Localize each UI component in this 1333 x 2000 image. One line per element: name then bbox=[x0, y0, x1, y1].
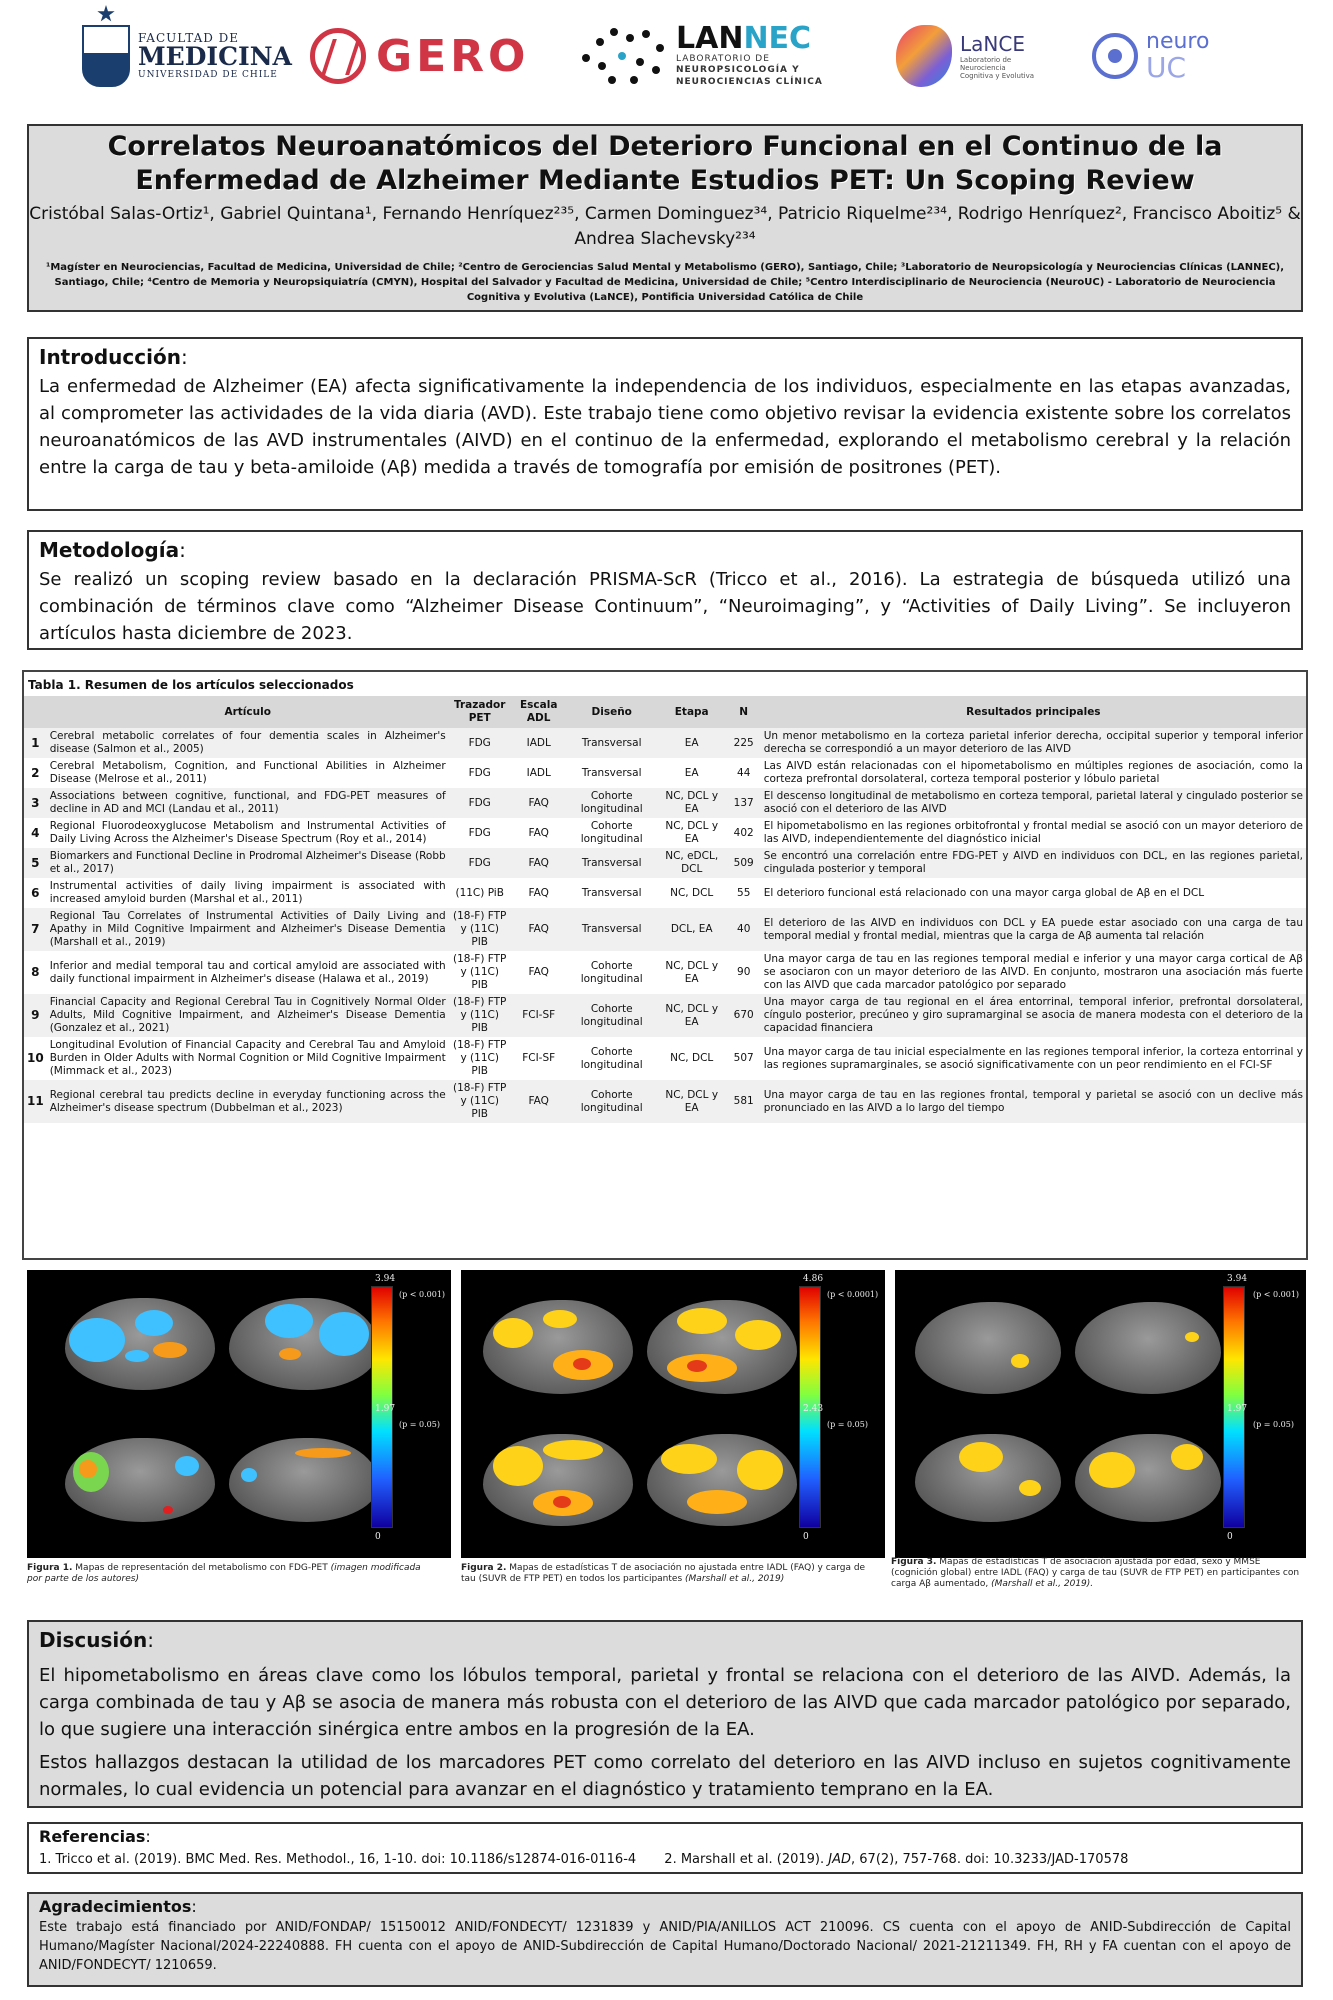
table-cell: Cohorte longitudinal bbox=[567, 1080, 657, 1123]
table-cell: NC, DCL y EA bbox=[657, 1080, 727, 1123]
table-cell: FCI-SF bbox=[511, 994, 567, 1037]
logo-bar bbox=[0, 0, 1333, 112]
table-cell: Transversal bbox=[567, 878, 657, 908]
table-cell: Una mayor carga de tau en las regiones frontal, temporal y parietal se asoció con un declive más pronunciado en las AIVD a lo largo del tiempo bbox=[761, 1080, 1306, 1123]
colorbar-max: 4.86 bbox=[803, 1274, 824, 1284]
table-row bbox=[24, 1080, 1306, 1123]
table-cell: Regional Fluorodeoxyglucose Metabolism and Instrumental Activities of Daily Living Across the Alzheimer's Disease Spectrum (Roy et al., 2014) bbox=[47, 818, 449, 848]
lance-name: LaNCE bbox=[960, 32, 1025, 56]
table-cell: FAQ bbox=[511, 878, 567, 908]
poster-title: Correlatos Neuroanatómicos del Deterioro Funcional en el Continuo de la Enfermedad de Alzheimer Mediante Estudios PET: Un Scoping Review bbox=[107, 131, 1223, 196]
table-cell: 4 bbox=[24, 818, 47, 848]
table-cell: 507 bbox=[727, 1037, 761, 1080]
table-header: Trazador PET bbox=[449, 696, 511, 728]
brain-lateral-left bbox=[65, 1298, 215, 1390]
table-cell: Transversal bbox=[567, 908, 657, 951]
table-cell: El hipometabolismo en las regiones orbitofrontal y frontal medial se asoció con un mayor deterioro de las AIVD, independientemente del diagnóstico inicial bbox=[761, 818, 1306, 848]
table-cell: Longitudinal Evolution of Financial Capacity and Cerebral Tau and Amyloid Burden in Older Adults with Normal Cognition or Mild Cognitive Impairment (Mimmack et al., 2023) bbox=[47, 1037, 449, 1080]
poster-header bbox=[27, 124, 1303, 312]
table-cell: IADL bbox=[511, 728, 567, 758]
table-header: Escala ADL bbox=[511, 696, 567, 728]
lannec-sub2: NEUROPSICOLOGÍA Y bbox=[676, 65, 800, 76]
table-cell: IADL bbox=[511, 758, 567, 788]
table-cell: Financial Capacity and Regional Cerebral Tau in Cognitively Normal Older Adults, Mild Cognitive Impairment, and Alzheimer's Disease Dementia (Gonzalez et al., 2021) bbox=[47, 994, 449, 1037]
table-cell: Transversal bbox=[567, 728, 657, 758]
table-cell: 55 bbox=[727, 878, 761, 908]
figure-1-caption: Figura 1. Mapas de representación del metabolismo con FDG-PET (imagen modificada por parte de los autores) bbox=[27, 1563, 421, 1584]
table-cell: Una mayor carga de tau regional en el área entorrinal, temporal inferior, prefrontal dorsolateral, cíngulo posterior, precúneo y giro supramarginal se asocia de manera modesta con el deterioro de la capacidad financiera bbox=[761, 994, 1306, 1037]
table-cell: NC, DCL y EA bbox=[657, 994, 727, 1037]
colorbar-mid: 1.97 bbox=[1227, 1404, 1248, 1414]
table-cell: 1 bbox=[24, 728, 47, 758]
table-cell: FAQ bbox=[511, 818, 567, 848]
method-section bbox=[27, 530, 1303, 650]
table-cell: Una mayor carga de tau inicial especialmente en las regiones temporal inferior, la corteza entorrinal y las regiones supramarginales, se asoció significativamente con un peor rendimiento en el FCI-SF bbox=[761, 1037, 1306, 1080]
discussion-p2: Estos hallazgos destacan la utilidad de los marcadores PET como correlato del deterioro en las AIVD incluso en sujetos cognitivamente normales, lo cual evidencia un potencial para avanzar en el diagnóstico y tratamiento temprano en la EA. bbox=[39, 1752, 1291, 1800]
table-cell: (11C) PiB bbox=[449, 878, 511, 908]
lannec-name-2: NEC bbox=[743, 21, 812, 57]
table-cell: NC, DCL bbox=[657, 878, 727, 908]
references-section bbox=[27, 1822, 1303, 1874]
table-cell: FDG bbox=[449, 788, 511, 818]
table-cell: 3 bbox=[24, 788, 47, 818]
table-header: Artículo bbox=[47, 696, 449, 728]
brain-medial-left bbox=[483, 1434, 633, 1526]
reference-1: 1. Tricco et al. (2019). BMC Med. Res. Methodol., 16, 1-10. doi: 10.1186/s12874-016-0116-4 bbox=[39, 1852, 637, 1867]
colorbar-max: 3.94 bbox=[375, 1274, 396, 1284]
table-row bbox=[24, 878, 1306, 908]
table-cell: Cohorte longitudinal bbox=[567, 951, 657, 994]
intro-body: La enfermedad de Alzheimer (EA) afecta significativamente la independencia de los individuos, especialmente en las etapas avanzadas, al comprometer las actividades de la vida diaria (AVD). Este trabajo tiene como objetivo revisar la evidencia existente sobre los correlatos neuroanatómicos de las AVD instrumentales (AIVD) en el continuo de la enfermedad, explorando el metabolismo cerebral y la relación entre la carga de tau y beta-amiloide (Aβ) medida a través de tomografía por emisión de positrones (PET). bbox=[39, 376, 1291, 478]
brain-lateral-right bbox=[229, 1298, 379, 1390]
table-cell: 137 bbox=[727, 788, 761, 818]
acknowledgements-title: Agradecimientos: bbox=[39, 1897, 197, 1916]
table-cell: 90 bbox=[727, 951, 761, 994]
table-cell: 225 bbox=[727, 728, 761, 758]
table-cell: El deterioro funcional está relacionado con una mayor carga global de Aβ en el DCL bbox=[761, 878, 1306, 908]
figure-3-caption: Figura 3. Mapas de estadísticas T de asociación ajustada por edad, sexo y MMSE (cognición global) entre IADL (FAQ) y carga de tau (SUVR de FTP PET) en participantes con carga Aβ aumentado, (Marshall et al., 2019). bbox=[891, 1557, 1300, 1589]
table-cell: 44 bbox=[727, 758, 761, 788]
lance-head-icon bbox=[896, 25, 952, 87]
table-cell: 7 bbox=[24, 908, 47, 951]
table-cell: EA bbox=[657, 728, 727, 758]
table-cell: Una mayor carga de tau en las regiones temporal medial e inferior y una mayor carga cortical de Aβ se asociaron con un mayor deterioro de las AIVD. En conjunto, mostraron una asociación más fuerte con las AIVD que cada marcador patológico por separado bbox=[761, 951, 1306, 994]
table-cell: Inferior and medial temporal tau and cortical amyloid are associated with daily functional impairment in Alzheimer's disease (Halawa et al., 2019) bbox=[47, 951, 449, 994]
table-header: N bbox=[727, 696, 761, 728]
unichile-line1: FACULTAD DE bbox=[138, 30, 240, 45]
table-row bbox=[24, 1037, 1306, 1080]
colorbar-mid: 2.43 bbox=[803, 1404, 824, 1414]
table-cell: El descenso longitudinal de metabolismo en corteza temporal, parietal lateral y cingulado posterior se asoció con el deterioro de las AIVD bbox=[761, 788, 1306, 818]
colorbar-min: 0 bbox=[375, 1532, 381, 1542]
unichile-line2: MEDICINA bbox=[138, 42, 292, 72]
table-cell: Associations between cognitive, functional, and FDG-PET measures of decline in AD and MCI (Landau et al., 2011) bbox=[47, 788, 449, 818]
table-cell: Cohorte longitudinal bbox=[567, 818, 657, 848]
table-cell: 10 bbox=[24, 1037, 47, 1080]
brain-lateral-right bbox=[1075, 1302, 1221, 1394]
colorbar-min: 0 bbox=[1227, 1532, 1233, 1542]
results-table-panel bbox=[22, 670, 1308, 1260]
table-cell: FAQ bbox=[511, 908, 567, 951]
brain-medial-left bbox=[65, 1438, 215, 1522]
figure-1-panel bbox=[27, 1270, 451, 1558]
table-cell: FAQ bbox=[511, 788, 567, 818]
table-row bbox=[24, 758, 1306, 788]
lance-sub: Laboratorio de Neurociencia Cognitiva y Evolutiva bbox=[960, 56, 1035, 80]
network-icon bbox=[578, 24, 670, 88]
table-cell: Regional cerebral tau predicts decline in everyday functioning across the Alzheimer's disease spectrum (Dubbelman et al., 2023) bbox=[47, 1080, 449, 1123]
table-cell: NC, eDCL, DCL bbox=[657, 848, 727, 878]
table-cell: (18-F) FTP y (11C) PIB bbox=[449, 994, 511, 1037]
reference-2: 2. Marshall et al. (2019). JAD, 67(2), 757-768. doi: 10.3233/JAD-170578 bbox=[664, 1852, 1129, 1867]
figure-3-panel bbox=[895, 1270, 1306, 1558]
intro-section bbox=[27, 337, 1303, 511]
table-cell: FDG bbox=[449, 818, 511, 848]
unichile-line3: UNIVERSIDAD DE CHILE bbox=[138, 69, 278, 80]
table-cell: (18-F) FTP y (11C) PIB bbox=[449, 951, 511, 994]
table-header: Diseño bbox=[567, 696, 657, 728]
neurouc-line1: neuro bbox=[1146, 28, 1210, 54]
p-threshold-top: (p < 0.001) bbox=[1253, 1290, 1300, 1299]
discussion-p1: El hipometabolismo en áreas clave como los lóbulos temporal, parietal y frontal se relaciona con el deterioro de las AIVD. Además, la carga combinada de tau y Aβ se asocia de manera más robusta con el deterioro de las AIVD que cada marcador patológico por separado, lo que sugiere una interacción sinérgica entre ambos en la progresión de la EA. bbox=[39, 1665, 1291, 1740]
table-row bbox=[24, 994, 1306, 1037]
table-cell: NC, DCL bbox=[657, 1037, 727, 1080]
neurouc-logo bbox=[1092, 0, 1209, 112]
brain-medial-right bbox=[229, 1438, 379, 1522]
p-threshold-mid: (p = 0.05) bbox=[1253, 1420, 1294, 1429]
table-cell: Biomarkers and Functional Decline in Prodromal Alzheimer's Disease (Robb et al., 2017) bbox=[47, 848, 449, 878]
table-cell: 8 bbox=[24, 951, 47, 994]
lannec-logo bbox=[578, 0, 823, 112]
gero-name: GERO bbox=[376, 30, 530, 82]
acknowledgements-body: Este trabajo está financiado por ANID/FONDAP/ 15150012 ANID/FONDECYT/ 1231839 y ANID/PIA/ANILLOS ACT 210096. CS cuenta con el apoyo de ANID-Subdirección de Capital Humano/Magíster Nacional/2024-22240888. FH cuenta con el apoyo de ANID-Subdirección de Capital Humano/Doctorado Nacional/ 2021-21211349. FH, RH y FA cuentan con el apoyo de ANID/FONDECYT/ 1210659. bbox=[39, 1920, 1291, 1973]
p-threshold-mid: (p = 0.05) bbox=[827, 1420, 868, 1429]
discussion-section bbox=[27, 1620, 1303, 1808]
table-cell: 5 bbox=[24, 848, 47, 878]
brain-lateral-left bbox=[483, 1300, 633, 1394]
lannec-sub3: NEUROCIENCIAS CLÍNICA bbox=[676, 76, 823, 87]
table-cell: FCI-SF bbox=[511, 1037, 567, 1080]
gero-logo bbox=[310, 0, 529, 112]
brain-medial-left bbox=[915, 1434, 1061, 1522]
table-header bbox=[24, 696, 47, 728]
table-cell: Cohorte longitudinal bbox=[567, 994, 657, 1037]
colorbar-max: 3.94 bbox=[1227, 1274, 1248, 1284]
discussion-title: Discusión: bbox=[39, 1628, 154, 1652]
table-cell: NC, DCL y EA bbox=[657, 788, 727, 818]
table-row bbox=[24, 728, 1306, 758]
table-cell: 40 bbox=[727, 908, 761, 951]
references-title: Referencias: bbox=[39, 1827, 151, 1846]
lannec-name-1: LAN bbox=[676, 21, 744, 57]
table-cell: Transversal bbox=[567, 848, 657, 878]
table-row bbox=[24, 951, 1306, 994]
table-cell: 9 bbox=[24, 994, 47, 1037]
table-cell: 509 bbox=[727, 848, 761, 878]
table-cell: 402 bbox=[727, 818, 761, 848]
table-cell: Cerebral Metabolism, Cognition, and Functional Abilities in Alzheimer Disease (Melrose et al., 2011) bbox=[47, 758, 449, 788]
table-cell: Las AIVD están relacionadas con el hipometabolismo en múltiples regiones de asociación, como la corteza prefrontal dorsolateral, corteza temporal posterior y lóbulo parietal bbox=[761, 758, 1306, 788]
lance-logo bbox=[896, 0, 1040, 112]
intro-title: Introducción: bbox=[39, 345, 188, 369]
references-list bbox=[39, 1852, 1301, 1867]
table-cell: Cerebral metabolic correlates of four dementia scales in Alzheimer's disease (Salmon et al., 2005) bbox=[47, 728, 449, 758]
dna-icon bbox=[310, 28, 366, 84]
p-threshold-top: (p < 0.0001) bbox=[827, 1290, 879, 1299]
unichile-shield-icon bbox=[82, 25, 130, 87]
table-row bbox=[24, 818, 1306, 848]
table-cell: Un menor metabolismo en la corteza parietal inferior derecha, occipital superior y temporal inferior derecha se correspondió a un mayor deterioro de las AIVD bbox=[761, 728, 1306, 758]
colorbar-mid: 1.97 bbox=[375, 1404, 396, 1414]
table-cell: DCL, EA bbox=[657, 908, 727, 951]
table-cell: 2 bbox=[24, 758, 47, 788]
colorbar-min: 0 bbox=[803, 1532, 809, 1542]
table-cell: FDG bbox=[449, 728, 511, 758]
table-cell: EA bbox=[657, 758, 727, 788]
table-cell: Instrumental activities of daily living impairment is associated with increased amyloid burden (Marshal et al., 2011) bbox=[47, 878, 449, 908]
neurouc-line2: UC bbox=[1146, 50, 1187, 84]
neuron-icon bbox=[1092, 33, 1138, 79]
acknowledgements-section bbox=[27, 1892, 1303, 1987]
table-cell: FAQ bbox=[511, 848, 567, 878]
p-threshold-top: (p < 0.001) bbox=[399, 1290, 446, 1299]
unichile-logo bbox=[82, 0, 292, 112]
table-row bbox=[24, 788, 1306, 818]
table-cell: NC, DCL y EA bbox=[657, 818, 727, 848]
table-cell: NC, DCL y EA bbox=[657, 951, 727, 994]
table-cell: 670 bbox=[727, 994, 761, 1037]
table-cell: (18-F) FTP y (11C) PIB bbox=[449, 908, 511, 951]
table-row bbox=[24, 848, 1306, 878]
table-cell: 581 bbox=[727, 1080, 761, 1123]
table-cell: FDG bbox=[449, 848, 511, 878]
table-cell: (18-F) FTP y (11C) PIB bbox=[449, 1080, 511, 1123]
table-caption: Tabla 1. Resumen de los artículos seleccionados bbox=[28, 678, 354, 692]
brain-lateral-left bbox=[915, 1302, 1061, 1394]
lannec-sub1: LABORATORIO DE bbox=[676, 54, 770, 65]
table-cell: Regional Tau Correlates of Instrumental Activities of Daily Living and Apathy in Mild Cognitive Impairment and Alzheimer's Disease Dementia (Marshall et al., 2019) bbox=[47, 908, 449, 951]
table-cell: FDG bbox=[449, 758, 511, 788]
author-list: Cristóbal Salas-Ortiz¹, Gabriel Quintana¹, Fernando Henríquez²³⁵, Carmen Dominguez³⁴, Patricio Riquelme²³⁴, Rodrigo Henríquez², Francisco Aboitiz⁵ & Andrea Slachevsky²³⁴ bbox=[29, 204, 1301, 249]
table-header-row bbox=[24, 696, 1306, 728]
table-cell: FAQ bbox=[511, 951, 567, 994]
brain-lateral-right bbox=[647, 1300, 797, 1394]
table-cell: (18-F) FTP y (11C) PIB bbox=[449, 1037, 511, 1080]
table-cell: Cohorte longitudinal bbox=[567, 1037, 657, 1080]
affiliations: ¹Magíster en Neurociencias, Facultad de Medicina, Universidad de Chile; ²Centro de Gerociencias Salud Mental y Metabolismo (GERO), Santiago, Chile; ³Laboratorio de Neuropsicología y Neurociencias Clínicas (LANNEC), Santiago, Chile; ⁴Centro de Memoria y Neuropsiquiatría (CMYN), Hospital del Salvador y Facultad de Medicina, Universidad de Chile; ⁵Centro Interdisciplinario de Neurociencia (NeuroUC) - Laboratorio de Neurociencia Cognitiva y Evolutiva (LaNCE), Pontificia Universidad Católica de Chile bbox=[45, 262, 1285, 303]
table-cell: Se encontró una correlación entre FDG-PET y AIVD en individuos con DCL, en las regiones parietal, cingulada posterior y temporal bbox=[761, 848, 1306, 878]
brain-medial-right bbox=[647, 1434, 797, 1526]
table-cell: Transversal bbox=[567, 758, 657, 788]
table-cell: 6 bbox=[24, 878, 47, 908]
table-cell: El deterioro de las AIVD en individuos con DCL y EA puede estar asociado con una carga de tau temporal medial y frontal medial, mientras que la carga de Aβ aumenta tal relación bbox=[761, 908, 1306, 951]
figure-2-caption: Figura 2. Mapas de estadísticas T de asociación no ajustada entre IADL (FAQ) y carga de tau (SUVR de FTP PET) en todos los participantes (Marshall et al., 2019) bbox=[461, 1563, 866, 1584]
table-header: Resultados principales bbox=[761, 696, 1306, 728]
summary-table bbox=[24, 696, 1306, 1123]
table-cell: FAQ bbox=[511, 1080, 567, 1123]
table-row bbox=[24, 908, 1306, 951]
table-cell: Cohorte longitudinal bbox=[567, 788, 657, 818]
p-threshold-mid: (p = 0.05) bbox=[399, 1420, 440, 1429]
brain-medial-right bbox=[1075, 1434, 1221, 1522]
method-title: Metodología: bbox=[39, 538, 186, 562]
figure-2-panel bbox=[461, 1270, 885, 1558]
table-header: Etapa bbox=[657, 696, 727, 728]
table-cell: 11 bbox=[24, 1080, 47, 1123]
method-body: Se realizó un scoping review basado en la declaración PRISMA-ScR (Tricco et al., 2016). La estrategia de búsqueda utilizó una combinación de términos clave como “Alzheimer Disease Continuum”, “Neuroimaging”, y “Activities of Daily Living”. Se incluyeron artículos hasta diciembre de 2023. bbox=[39, 569, 1291, 644]
